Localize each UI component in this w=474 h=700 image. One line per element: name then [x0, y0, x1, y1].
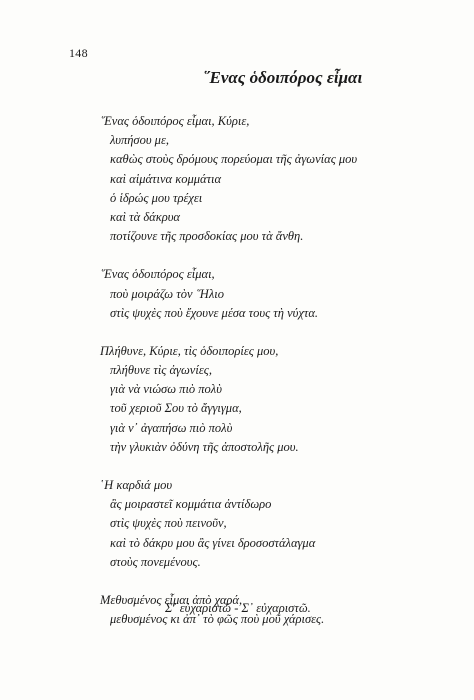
poem-line: καὶ τὸ δάκρυ μου ἂς γίνει δροσοστάλαγμα — [110, 535, 316, 550]
poem-closing-line: Σ᾿ εὐχαριστῶ - Σ᾿ εὐχαριστῶ. — [165, 601, 311, 615]
poem-line: καθὼς στοὺς δρόμους πορεύομαι τῆς ἀγωνίας μου — [110, 152, 358, 167]
stanza-gap — [100, 572, 450, 591]
poem-line: ποὺ μοιράζω τὸν ῞Ηλιο — [110, 286, 224, 301]
poem-line: ὁ ἱδρώς μου τρέχει — [110, 190, 203, 205]
poem-line: γιὰ ν᾿ ἀγαπήσω πιὸ πολὺ — [110, 420, 233, 435]
poem-line: ἂς μοιραστεῖ κομμάτια ἀντίδωρο — [110, 497, 272, 512]
poem-line: στὶς ψυχὲς ποὺ ἔχουνε μέσα τους τὴ νύχτα. — [110, 305, 319, 320]
poem-line: καὶ τὰ δάκρυα — [110, 209, 180, 224]
page-number: 148 — [69, 46, 88, 60]
poem-line: μεθυσμένος κι ἀπ᾿ τὸ φῶς ποὺ μοῦ χάρισες. — [110, 612, 325, 627]
stanza-1 — [100, 112, 450, 246]
poem-line: τὴν γλυκιὰν ὀδύνη τῆς ἀποστολῆς μου. — [110, 439, 299, 454]
stanza-3 — [100, 342, 450, 457]
poem-line: στοὺς πονεμένους. — [110, 554, 201, 569]
poem-line: ποτίζουνε τῆς προσδοκίας μου τὰ ἄνθη. — [110, 229, 304, 244]
poem-line: τοῦ χεριοῦ Σου τὸ ἄγγιγμα, — [110, 401, 242, 416]
poem-body — [100, 112, 450, 629]
poem-line: ῞Ενας ὁδοιπόρος εἶμαι, Κύριε, — [100, 114, 250, 128]
poem-line: καὶ αἱμάτινα κομμάτια — [110, 171, 222, 186]
stanza-2 — [100, 265, 450, 323]
poem-line: στὶς ψυχὲς ποὺ πεινοῦν, — [110, 516, 227, 531]
stanza-4 — [100, 476, 450, 572]
stanza-gap — [100, 323, 450, 342]
stanza-gap — [100, 457, 450, 476]
poem-title: ῞Ενας ὁδοιπόρος εἶμαι — [203, 68, 363, 87]
poem-line: πλήθυνε τὶς ἀγωνίες, — [110, 363, 212, 378]
poem-line: γιὰ νὰ νιώσω πιὸ πολὺ — [110, 382, 222, 397]
poem-line: Πλήθυνε, Κύριε, τὶς ὁδοιπορίες μου, — [100, 343, 279, 358]
poem-line: λυπήσου με, — [110, 133, 170, 148]
poem-line: ῾Η καρδιά μου — [100, 478, 173, 492]
poem-line: Μεθυσμένος εἶμαι ἀπὸ χαρά, — [100, 592, 243, 607]
poem-line: ῞Ενας ὁδοιπόρος εἶμαι, — [100, 267, 215, 282]
stanza-gap — [100, 246, 450, 265]
